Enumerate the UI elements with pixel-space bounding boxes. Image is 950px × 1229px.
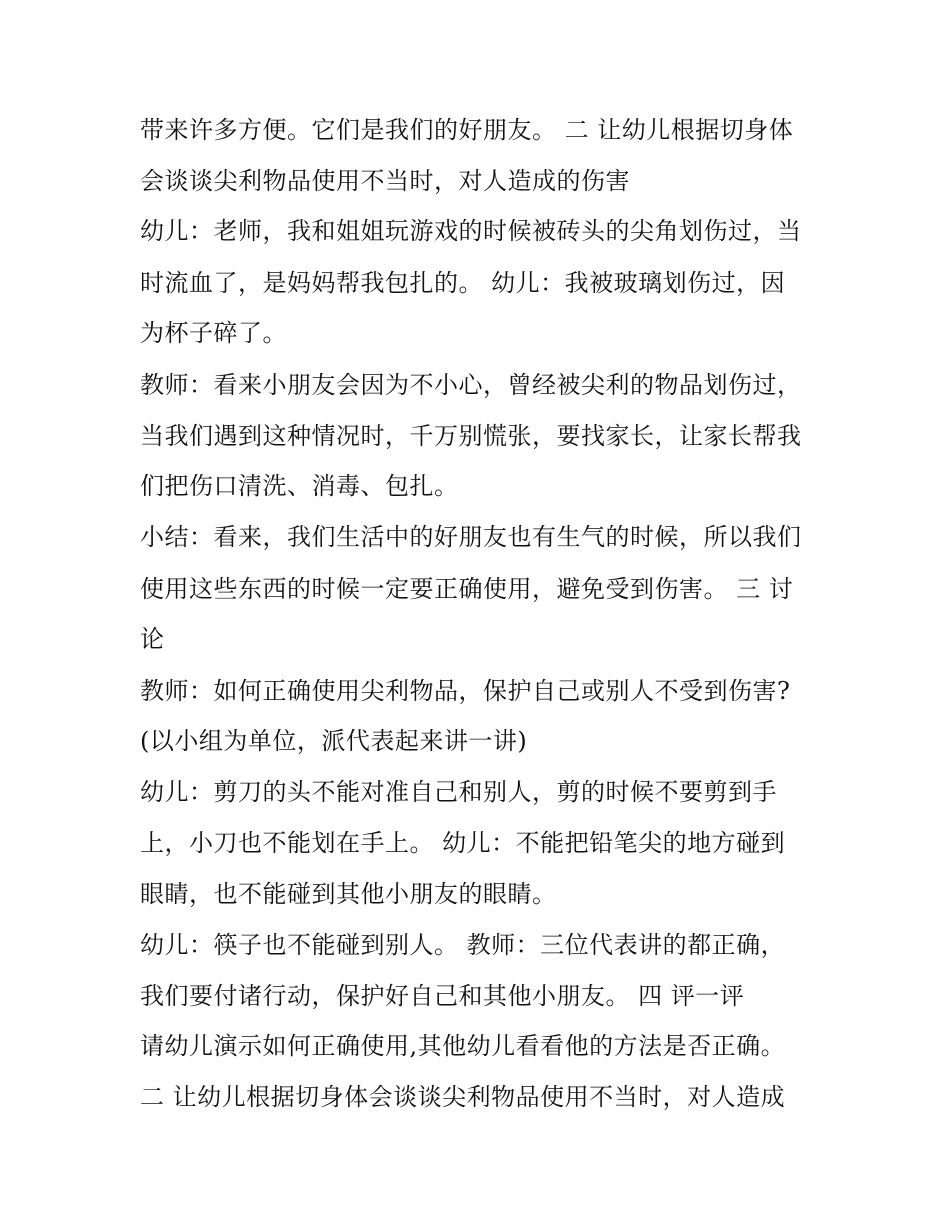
- text-line: 当我们遇到这种情况时，千万别慌张，要找家长，让家长帮我: [140, 422, 802, 450]
- text-line: 二 让幼儿根据切身体会谈谈尖利物品使用不当时，对人造成: [140, 1083, 786, 1111]
- text-line: 小结：看来，我们生活中的好朋友也有生气的时候，所以我们: [140, 523, 802, 551]
- text-line: 会谈谈尖利物品使用不当时，对人造成的伤害: [140, 167, 630, 195]
- text-line: 幼儿：剪刀的头不能对准自己和别人，剪的时候不要剪到手: [140, 778, 777, 806]
- text-line: 上，小刀也不能划在手上。 幼儿：不能把铅笔尖的地方碰到: [140, 829, 786, 857]
- text-line: 幼儿：筷子也不能碰到别人。 教师：三位代表讲的都正确，: [140, 931, 786, 959]
- text-line: 为杯子碎了。: [140, 319, 287, 347]
- text-line: 带来许多方便。它们是我们的好朋友。 二 让幼儿根据切身体: [140, 116, 794, 144]
- text-line: 教师：看来小朋友会因为不小心，曾经被尖利的物品划伤过，: [140, 371, 802, 399]
- text-line: 幼儿：老师，我和姐姐玩游戏的时候被砖头的尖角划伤过，当: [140, 217, 802, 245]
- text-line: 时流血了，是妈妈帮我包扎的。 幼儿：我被玻璃划伤过，因: [140, 269, 786, 297]
- text-line: 眼睛，也不能碰到其他小朋友的眼睛。: [140, 880, 557, 908]
- text-line: 们把伤口清洗、消毒、包扎。: [140, 472, 459, 500]
- text-line: (以小组为单位，派代表起来讲一讲): [140, 727, 528, 755]
- text-line: 论: [140, 625, 165, 653]
- text-line: 请幼儿演示如何正确使用,其他幼儿看看他的方法是否正确。: [140, 1032, 786, 1060]
- text-line: 我们要付诸行动，保护好自己和其他小朋友。 四 评一评: [140, 982, 745, 1010]
- text-line: 教师：如何正确使用尖利物品，保护自己或别人不受到伤害?: [140, 677, 791, 705]
- text-line: 使用这些东西的时候一定要正确使用，避免受到伤害。 三 讨: [140, 575, 794, 603]
